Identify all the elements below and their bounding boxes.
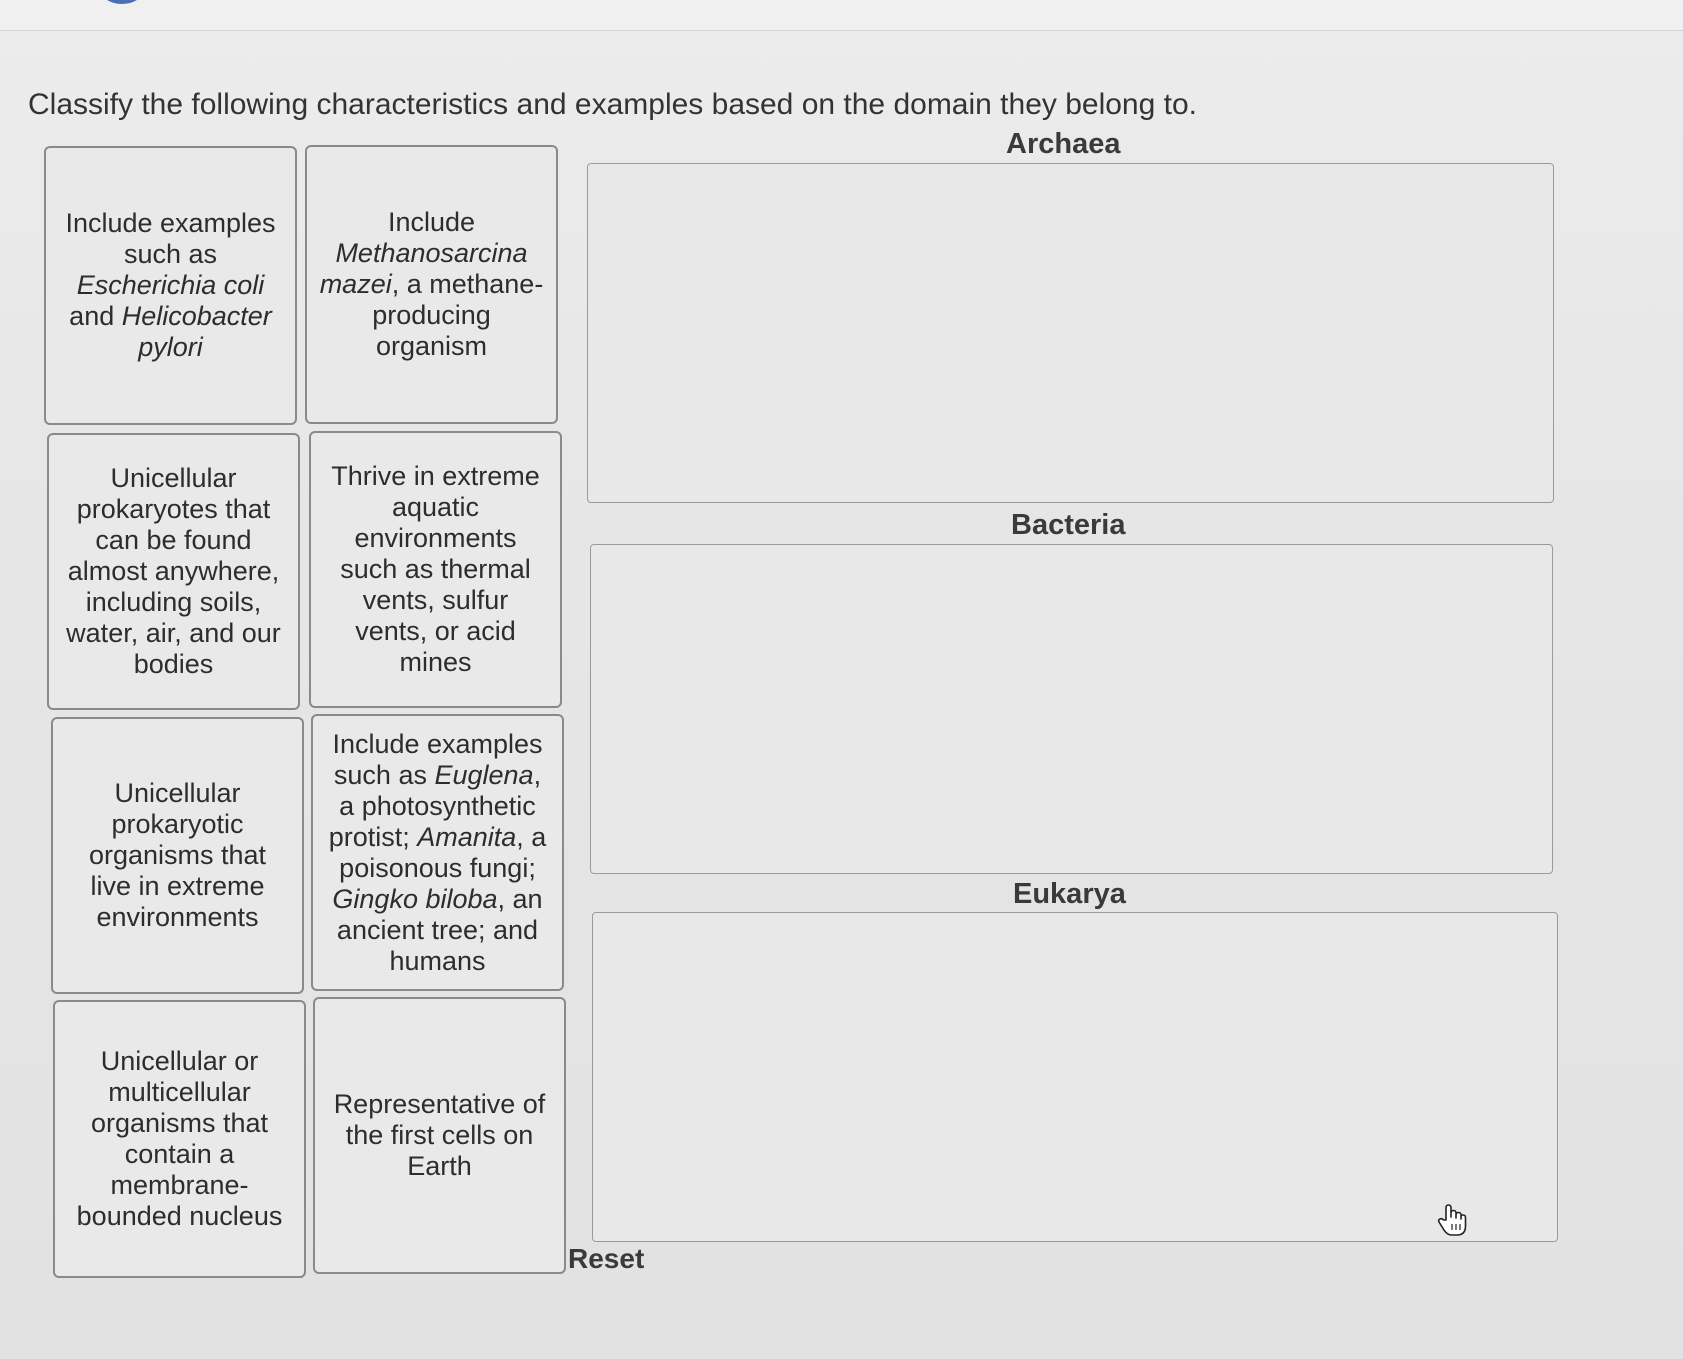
instruction-text: Classify the following characteristics and examples based on the domain they belong to. [28,88,1197,121]
top-bar [0,0,1683,31]
card-extreme-aquatic[interactable] [309,431,562,708]
card-text: Unicellular prokaryotes that can be found almost anywhere, including soils, water, air, and our bodies [66,463,281,679]
card-membrane-nucleus[interactable] [53,1000,306,1278]
card-euglena-amanita-gingko[interactable] [311,714,564,991]
card-text: Unicellular or multicellular organisms that contain a membrane-bounded nucleus [76,1046,283,1231]
card-text: Include examples such as Escherichia coli and Helicobacter pylori [65,208,276,362]
reset-button[interactable]: Reset [568,1243,645,1274]
card-text: Unicellular prokaryotic organisms that live in extreme environments [88,778,267,932]
card-text: Representative of the first cells on Earth [333,1089,546,1181]
hand-cursor-icon [1436,1202,1470,1238]
zone-label-archaea: Archaea [1006,128,1121,160]
drop-zone-eukarya[interactable] [592,912,1558,1242]
card-first-cells[interactable] [313,997,566,1274]
card-prokaryotic-extreme[interactable] [51,717,304,994]
card-text: Include Methanosarcina mazei, a methane-producing organism [319,207,544,361]
zone-label-eukarya: Eukarya [1013,878,1126,910]
card-text: Include examples such as Euglena, a photosynthetic protist; Amanita, a poisonous fungi; Gingko biloba, an ancient tree; and humans [328,728,547,976]
card-text: Thrive in extreme aquatic environments such as thermal vents, sulfur vents, or acid mines [331,461,540,677]
drop-zone-bacteria[interactable] [590,544,1553,874]
drop-zone-archaea[interactable] [587,163,1554,503]
card-ecoli-helicobacter[interactable] [44,146,297,425]
card-unicellular-prokaryotes-anywhere[interactable] [47,433,300,710]
toolbar-circle-icon [100,0,144,4]
zone-label-bacteria: Bacteria [1011,509,1126,541]
card-methanosarcina[interactable] [305,145,558,424]
